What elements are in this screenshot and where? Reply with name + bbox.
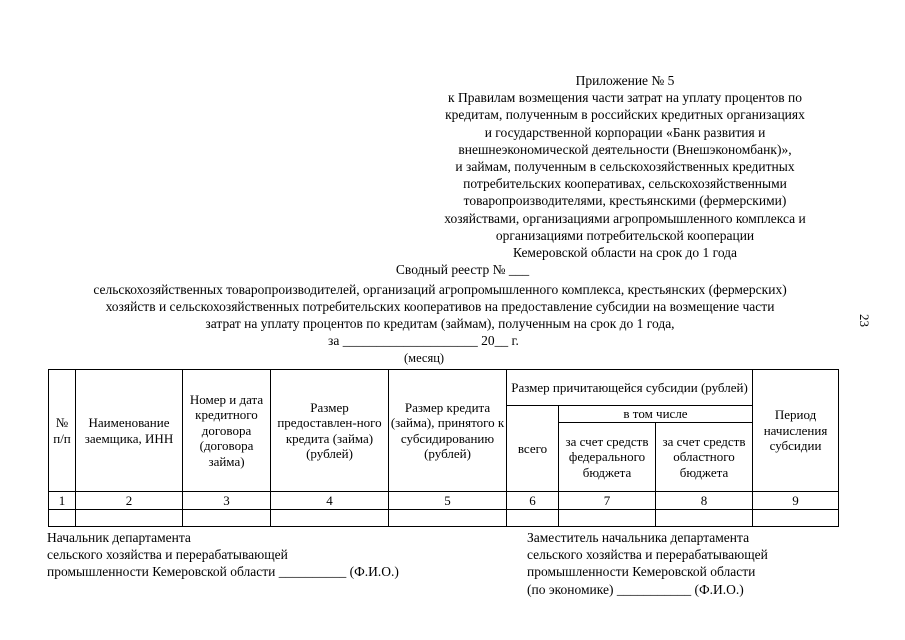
appendix-line: организациями потребительской кооперации xyxy=(495,227,755,243)
empty-cell xyxy=(656,510,753,527)
period-line: за ____________________ 20__ г. xyxy=(328,333,519,348)
month-label: (месяц) xyxy=(404,351,445,365)
empty-cell xyxy=(183,510,271,527)
signature-right xyxy=(527,529,768,598)
signature-line: промышленности Кемеровской области xyxy=(527,564,756,580)
appendix-line: и займам, полученным в сельскохозяйственных кредитных xyxy=(455,159,795,175)
signature-line: Начальник департамента xyxy=(47,530,191,545)
appendix-line: к Правилам возмещения части затрат на уплату процентов по xyxy=(448,90,802,106)
column-number: 8 xyxy=(656,492,753,510)
signature-left xyxy=(47,529,399,581)
appendix-line: Приложение № 5 xyxy=(575,73,675,88)
column-number: 1 xyxy=(49,492,76,510)
column-number: 9 xyxy=(753,492,839,510)
header-federal: за счет средств федерального бюджета xyxy=(559,423,656,492)
column-number: 6 xyxy=(507,492,559,510)
register-description xyxy=(0,281,880,333)
signature-line: промышленности Кемеровской области __________ (Ф.И.О.) xyxy=(47,564,399,580)
appendix-line: и государственной корпорации «Банк развития и xyxy=(484,124,766,140)
header-accepted: Размер кредита (займа), принятого к субсидированию (рублей) xyxy=(389,370,507,492)
column-number: 3 xyxy=(183,492,271,510)
appendix-line: внешнеэкономической деятельности (Внешэкономбанк)», xyxy=(458,141,792,157)
header-num: № п/п xyxy=(49,370,76,492)
empty-cell xyxy=(271,510,389,527)
empty-cell xyxy=(507,510,559,527)
signature-line: Заместитель начальника департамента xyxy=(527,530,750,545)
page-number: 23 xyxy=(857,314,872,327)
empty-cell xyxy=(389,510,507,527)
appendix-line: товаропроизводителями, крестьянскими (фермерскими) xyxy=(463,193,787,209)
signature-line: (по экономике) ___________ (Ф.И.О.) xyxy=(527,581,744,597)
description-line: хозяйств и сельскохозяйственных потребительских кооперативов на предоставление субсидии на возмещение части xyxy=(105,299,775,315)
empty-data-row xyxy=(49,510,839,527)
register-title: Сводный реестр № ___ xyxy=(395,262,530,277)
column-number: 7 xyxy=(559,492,656,510)
column-number-row xyxy=(49,492,839,510)
signature-line: сельского хозяйства и перерабатывающей xyxy=(47,547,288,563)
appendix-line: хозяйствами, организациями агропромышленного комплекса и xyxy=(444,210,806,226)
header-including: в том числе xyxy=(559,406,753,423)
header-contract: Номер и дата кредитного договора (договора займа) xyxy=(183,370,271,492)
header-regional: за счет средств областного бюджета xyxy=(656,423,753,492)
appendix-line: потребительских кооперативах, сельскохозяйственными xyxy=(463,176,787,192)
appendix-header xyxy=(410,72,840,261)
empty-cell xyxy=(76,510,183,527)
empty-cell xyxy=(559,510,656,527)
header-period: Период начисления субсидии xyxy=(753,370,839,492)
header-total: всего xyxy=(507,406,559,492)
column-number: 2 xyxy=(76,492,183,510)
appendix-line: кредитам, полученным в российских кредитных организациях xyxy=(445,107,805,123)
column-number: 4 xyxy=(271,492,389,510)
register-table xyxy=(48,369,839,527)
header-provided: Размер предоставлен-ного кредита (займа) (рублей) xyxy=(271,370,389,492)
appendix-line: Кемеровской области на срок до 1 года xyxy=(512,245,738,261)
empty-cell xyxy=(49,510,76,527)
description-line: затрат на уплату процентов по кредитам (займам), полученным на срок до 1 года, xyxy=(205,316,675,332)
header-borrower: Наименование заемщика, ИНН xyxy=(76,370,183,492)
signature-line: сельского хозяйства и перерабатывающей xyxy=(527,547,768,563)
header-subsidy: Размер причитающейся субсидии (рублей) xyxy=(507,370,753,406)
empty-cell xyxy=(753,510,839,527)
column-number: 5 xyxy=(389,492,507,510)
description-line: сельскохозяйственных товаропроизводителей, организаций агропромышленного комплекса, крестьянских (фермерских) xyxy=(93,282,787,297)
